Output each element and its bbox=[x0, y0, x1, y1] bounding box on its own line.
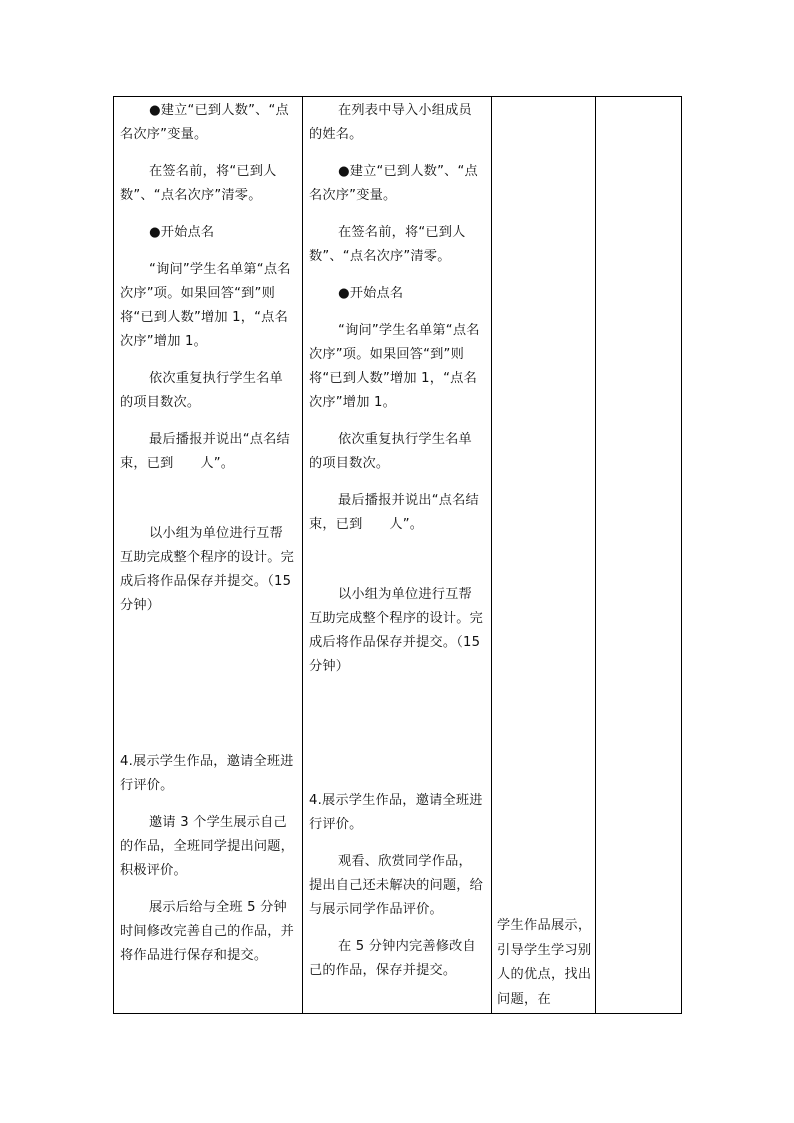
paragraph: 邀请 3 个学生展示自己的作品，全班同学提出问题，积极评价。 bbox=[120, 815, 295, 878]
paragraph: 依次重复执行学生名单的项目数次。 bbox=[120, 371, 283, 410]
paragraph: 观看、欣赏同学作品，提出自己还未解决的问题，给与展示同学作品评价。 bbox=[309, 854, 484, 917]
paragraph: 以小组为单位进行互帮互助完成整个程序的设计。完成后将作品保存并提交。（15 分钟） bbox=[309, 587, 485, 674]
paragraph: 最后播报并说出“点名结束，已到 人”。 bbox=[120, 432, 290, 471]
paragraph: 最后播报并说出“点名结束，已到 人”。 bbox=[309, 493, 479, 532]
student-activity-cell bbox=[303, 97, 492, 1014]
table-row bbox=[114, 97, 682, 1014]
paragraph: 4.展示学生作品，邀请全班进行评价。 bbox=[309, 793, 483, 832]
paragraph: 以小组为单位进行互帮互助完成整个程序的设计。完成后将作品保存并提交。（15 分钟） bbox=[120, 526, 296, 613]
paragraph: 在签名前，将“已到人数”、“点名次序”清零。 bbox=[120, 164, 277, 203]
paragraph: 4.展示学生作品，邀请全班进行评价。 bbox=[120, 754, 294, 793]
lesson-plan-table bbox=[113, 96, 682, 1014]
paragraph: 在列表中导入小组成员的姓名。 bbox=[309, 103, 472, 142]
paragraph: ●开始点名 bbox=[149, 225, 215, 240]
paragraph: “询问”学生名单第“点名次序”项。如果回答“到”则将“已到人数”增加 1，“点名次序”增加 1。 bbox=[120, 262, 291, 349]
notes-cell bbox=[596, 97, 682, 1014]
paragraph: 在 5 分钟内完善修改自己的作品，保存并提交。 bbox=[309, 939, 476, 978]
paragraph: ●建立“已到人数”、“点名次序”变量。 bbox=[309, 164, 478, 203]
paragraph: 展示后给与全班 5 分钟时间修改完善自己的作品，并将作品进行保存和提交。 bbox=[120, 900, 295, 963]
paragraph: ●建立“已到人数”、“点名次序”变量。 bbox=[120, 103, 289, 142]
paragraph: 学生作品展示，引导学生学习别人的优点，找出问题，在 bbox=[497, 918, 592, 1007]
teacher-activity-cell bbox=[114, 97, 303, 1014]
design-intent-cell bbox=[492, 97, 596, 1014]
paragraph: “询问”学生名单第“点名次序”项。如果回答“到”则将“已到人数”增加 1，“点名次序”增加 1。 bbox=[309, 323, 480, 410]
paragraph: 依次重复执行学生名单的项目数次。 bbox=[309, 432, 472, 471]
paragraph: 在签名前，将“已到人数”、“点名次序”清零。 bbox=[309, 225, 466, 264]
paragraph: ●开始点名 bbox=[338, 286, 404, 301]
